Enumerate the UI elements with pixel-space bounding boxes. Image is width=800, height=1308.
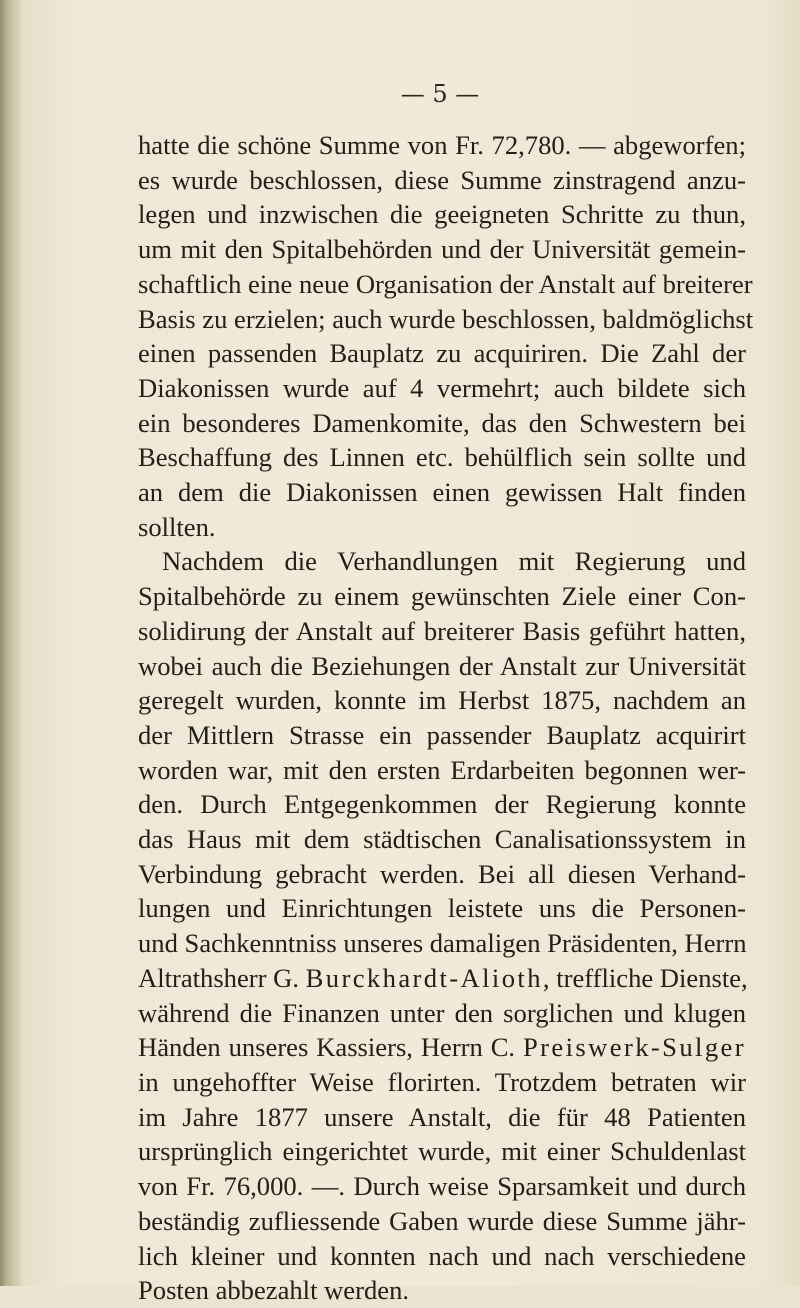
text-line: um mit den Spitalbehörden und der Universität gemein- xyxy=(138,234,746,265)
text-line: den. Durch Entgegenkommen der Regierung konnte xyxy=(138,789,746,820)
text-line: Beschaffung des Linnen etc. behülflich sein sollte und xyxy=(138,442,746,473)
text-line: in ungehoffter Weise florirten. Trotzdem betraten wir xyxy=(138,1066,746,1097)
text-line: Diakonissen wurde auf 4 vermehrt; auch bildete sich xyxy=(138,372,746,403)
text-line: ein besonderes Damenkomite, das den Schwestern bei xyxy=(138,407,746,438)
text-line: lich kleiner und konnten nach und nach verschiedene xyxy=(138,1240,746,1271)
text-line: und Sachkenntniss unseres damaligen Präsidenten, Herrn xyxy=(138,928,747,959)
text-line: das Haus mit dem städtischen Canalisationssystem in xyxy=(138,824,746,855)
text-line: Verbindung gebracht werden. Bei all diesen Verhand- xyxy=(138,858,746,889)
paragraph-2 xyxy=(138,544,746,1307)
text-line xyxy=(138,1030,746,1065)
text-line: Basis zu erzielen; auch wurde beschlossen, baldmöglichst xyxy=(138,303,754,334)
text-line: an dem die Diakonissen einen gewissen Halt finden xyxy=(138,477,746,508)
text-segment: Händen unseres Kassiers, Herrn C. xyxy=(138,1032,523,1063)
text-line: geregelt wurden, konnte im Herbst 1875, nachdem an xyxy=(138,685,746,716)
person-name-spaced: Burckhardt-Alioth xyxy=(305,962,543,993)
text-line: lungen und Einrichtungen leistete uns die Personen- xyxy=(138,893,746,924)
text-segment: , treffliche Dienste, xyxy=(542,962,748,993)
text-line: einen passenden Bauplatz zu acquiriren. Die Zahl der xyxy=(138,338,746,369)
text-line: Nachdem die Verhandlungen mit Regierung und xyxy=(162,546,746,577)
book-binding-edge xyxy=(0,0,22,1286)
text-line: der Mittlern Strasse ein passender Bauplatz acquirirt xyxy=(138,719,746,750)
text-line xyxy=(138,961,746,996)
text-line: Spitalbehörde zu einem gewünschten Ziele einer Con- xyxy=(138,581,746,612)
text-line: solidirung der Anstalt auf breiterer Basis geführt hatten, xyxy=(138,615,746,646)
paragraph-1 xyxy=(138,128,754,544)
text-line: hatte die schöne Summe von Fr. 72,780. — abgeworfen; xyxy=(138,130,746,160)
text-line: im Jahre 1877 unsere Anstalt, die für 48 Patienten xyxy=(138,1101,746,1132)
text-line: von Fr. 76,000. —. Durch weise Sparsamkeit und durch xyxy=(138,1171,746,1202)
text-line: Posten abbezahlt werden. xyxy=(138,1275,410,1306)
person-name-spaced: Preiswerk-Sulger xyxy=(522,1032,746,1063)
text-line: beständig zufliessende Gaben wurde diese Summe jähr- xyxy=(138,1205,746,1236)
text-line: legen und inzwischen die geeigneten Schritte zu thun, xyxy=(138,199,746,230)
text-line: schaftlich eine neue Organisation der Anstalt auf breiterer xyxy=(138,268,753,299)
text-line: es wurde beschlossen, diese Summe zinstragend anzu- xyxy=(138,164,746,195)
text-line: sollten. xyxy=(138,511,216,542)
text-line: ursprünglich eingerichtet wurde, mit einer Schuldenlast xyxy=(138,1136,746,1167)
text-line: wobei auch die Beziehungen der Anstalt zur Universität xyxy=(138,650,746,681)
body-text xyxy=(138,128,754,1308)
text-segment: Altrathsherr G. xyxy=(138,962,306,993)
text-line: während die Finanzen unter den sorglichen und klugen xyxy=(138,997,746,1028)
text-line: worden war, mit den ersten Erdarbeiten begonnen wer- xyxy=(138,754,746,785)
page-number: — 5 — xyxy=(400,80,480,108)
